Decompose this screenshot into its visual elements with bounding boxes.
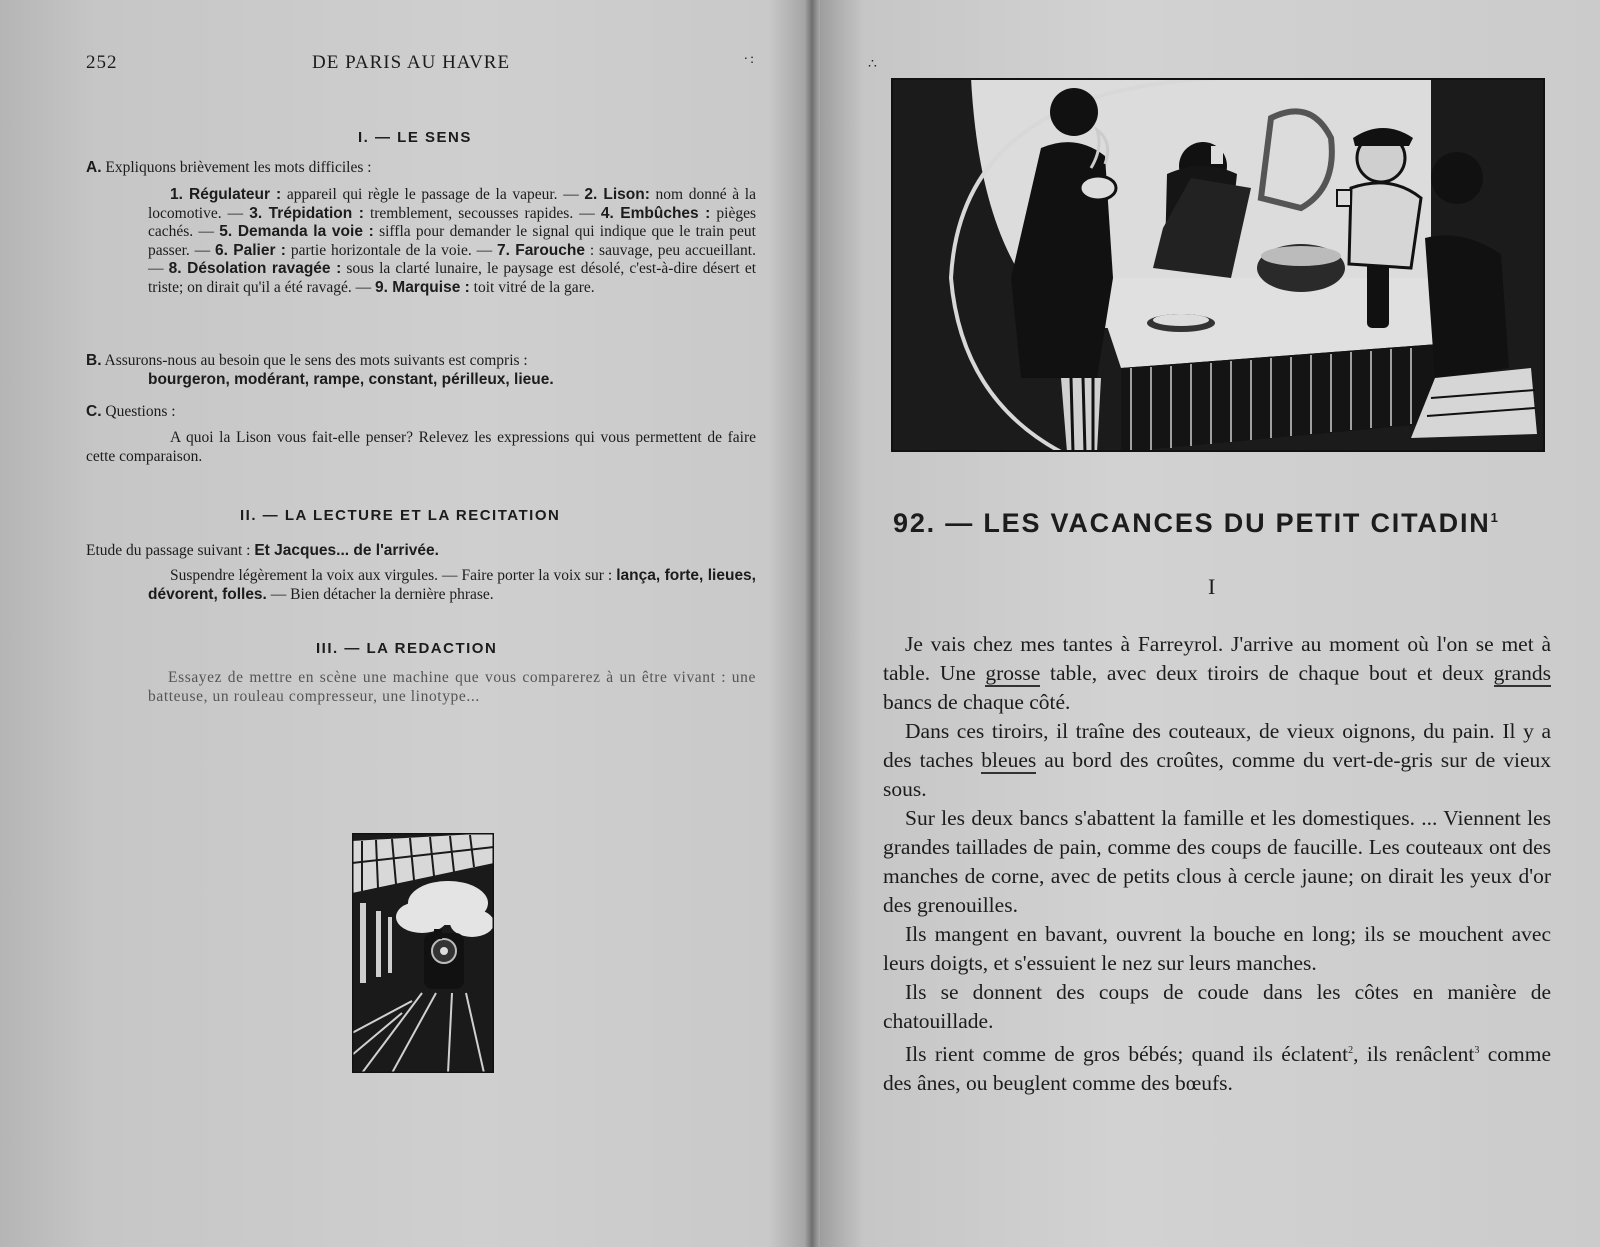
- section2-instr-1: Suspendre légèrement la voix aux virgules. — Faire porter la voix sur :: [170, 567, 613, 584]
- glossary-term: 1. Régulateur :: [170, 186, 282, 203]
- section-b-intro: Assurons-nous au besoin que le sens des mots suivants est compris :: [104, 352, 528, 369]
- underlined-word: grands: [1493, 661, 1551, 685]
- glossary-term: 8. Désolation ravagée :: [168, 260, 342, 277]
- glossary-term: 7. Farouche: [496, 241, 585, 259]
- glossary-definition: : sauvage, peu accueillant. —: [148, 241, 756, 277]
- ornament-dots-icon: ∴: [868, 57, 879, 72]
- section-heading-redaction: III. — LA REDACTION: [316, 640, 498, 657]
- section-heading-sens: I. — LE SENS: [358, 129, 472, 146]
- story-paragraph: Je vais chez mes tantes à Farreyrol. J'arrive au moment où l'on se met à table. Une grosse table, avec deux tiroirs de chaque bout et deux grands bancs de chaque côté.: [883, 632, 1551, 714]
- glossary-definition: nom donné à la locomotive. —: [148, 186, 756, 222]
- section2-instr-words: lança, forte, lieues, dévorent, folles.: [148, 567, 756, 603]
- glossary-definition: tremblement, secousses rapides. —: [363, 204, 601, 222]
- section-b-label: B.: [86, 352, 102, 369]
- section-c: [86, 403, 756, 422]
- part-number: I: [1208, 574, 1216, 599]
- footnote-marker: 3: [1474, 1045, 1480, 1056]
- running-title: DE PARIS AU HAVRE: [312, 52, 511, 73]
- glossary-definition: sous la clarté lunaire, le paysage est désolé, c'est-à-dire désert et triste; on dirait qu'il a été ravagé. —: [148, 260, 756, 296]
- section-c-intro: Questions :: [105, 403, 176, 420]
- glossary-definition: partie horizontale de la voie. —: [285, 241, 497, 259]
- story-paragraph: Ils se donnent des coups de coude dans les côtes en manière de chatouillade.: [883, 980, 1551, 1033]
- ornament-dots-icon: ·:: [743, 52, 756, 67]
- section-heading-lecture: II. — LA LECTURE ET LA RECITATION: [240, 507, 561, 524]
- running-head: [86, 52, 756, 80]
- section-a-intro-text: Expliquons brièvement les mots difficiles :: [105, 159, 372, 176]
- section2-intro: [86, 542, 756, 561]
- underlined-word: grosse: [985, 661, 1041, 685]
- train-illustration: [352, 833, 494, 1073]
- section-b: [86, 352, 756, 371]
- glossary-term: 4. Embûches :: [600, 204, 711, 222]
- glossary-term: 6. Palier :: [215, 241, 286, 259]
- chapter-title-text: 92. — LES VACANCES DU PETIT CITADIN: [893, 508, 1491, 538]
- story-paragraph: Dans ces tiroirs, il traîne des couteaux, de vieux oignons, du pain. Il y a des taches bleues au bord des croûtes, comme du vert-de-gris sur de vieux sous.: [883, 719, 1551, 801]
- page-number: 252: [86, 52, 118, 73]
- glossary: [148, 186, 756, 297]
- section-b-word-list: bourgeron, modérant, rampe, constant, périlleux, lieue.: [148, 371, 554, 388]
- chapter-title: [893, 508, 1563, 539]
- section-a-intro: [86, 159, 756, 178]
- section-b-words: [148, 371, 756, 390]
- glossary-term: 5. Demanda la voie :: [219, 223, 374, 240]
- glossary-term: 2. Lison:: [584, 186, 650, 203]
- glossary-definition: pièges cachés. —: [148, 204, 756, 240]
- section2-passage: Et Jacques... de l'arrivée.: [254, 542, 439, 559]
- glossary-definition: siffla pour demander le signal qui indique que le train peut passer. —: [148, 223, 756, 259]
- table-illustration: [891, 78, 1545, 452]
- glossary-definition: appareil qui règle le passage de la vapeur. —: [281, 186, 585, 203]
- section2-intro-text: Etude du passage suivant :: [86, 542, 251, 559]
- section-c-label: C.: [86, 403, 102, 420]
- glossary-term: 3. Trépidation :: [249, 204, 364, 222]
- chapter-note-marker: 1: [1490, 510, 1500, 525]
- story-paragraph: Sur les deux bancs s'abattent la famille et les domestiques. ... Viennent les grandes taillades de pain, comme des coups de faucille. Les couteaux ont des manches de corne, avec de petits clous à cercle jaune; on dirait les yeux d'or des grenouilles.: [883, 806, 1551, 917]
- section-a-label: A.: [86, 159, 102, 176]
- underlined-word: bleues: [981, 748, 1037, 772]
- section-c-question: A quoi la Lison vous fait-elle penser? Relevez les expressions qui vous permettent de faire cette comparaison.: [86, 429, 756, 465]
- glossary-term: 9. Marquise :: [375, 278, 470, 296]
- story-paragraph: Ils rient comme de gros bébés; quand ils éclatent$^2$, ils renâclent$^3$ comme des ânes, ou beuglent comme des bœufs.: [883, 1042, 1551, 1096]
- section3-text: Essayez de mettre en scène une machine que vous comparerez à un être vivant : une batteuse, un rouleau compresseur, une linotype...: [148, 669, 756, 705]
- story-text: [883, 630, 1551, 1098]
- story-paragraph: Ils mangent en bavant, ouvrent la bouche en long; ils se mouchent avec leurs doigts, et s'essuient le nez sur leurs manches.: [883, 922, 1551, 975]
- footnote-marker: 2: [1348, 1045, 1354, 1056]
- section2-instructions: [148, 567, 756, 604]
- locomotive-icon: [424, 929, 464, 989]
- glossary-definition: toit vitré de la gare.: [469, 278, 595, 296]
- section2-instr-2: — Bien détacher la dernière phrase.: [270, 585, 494, 603]
